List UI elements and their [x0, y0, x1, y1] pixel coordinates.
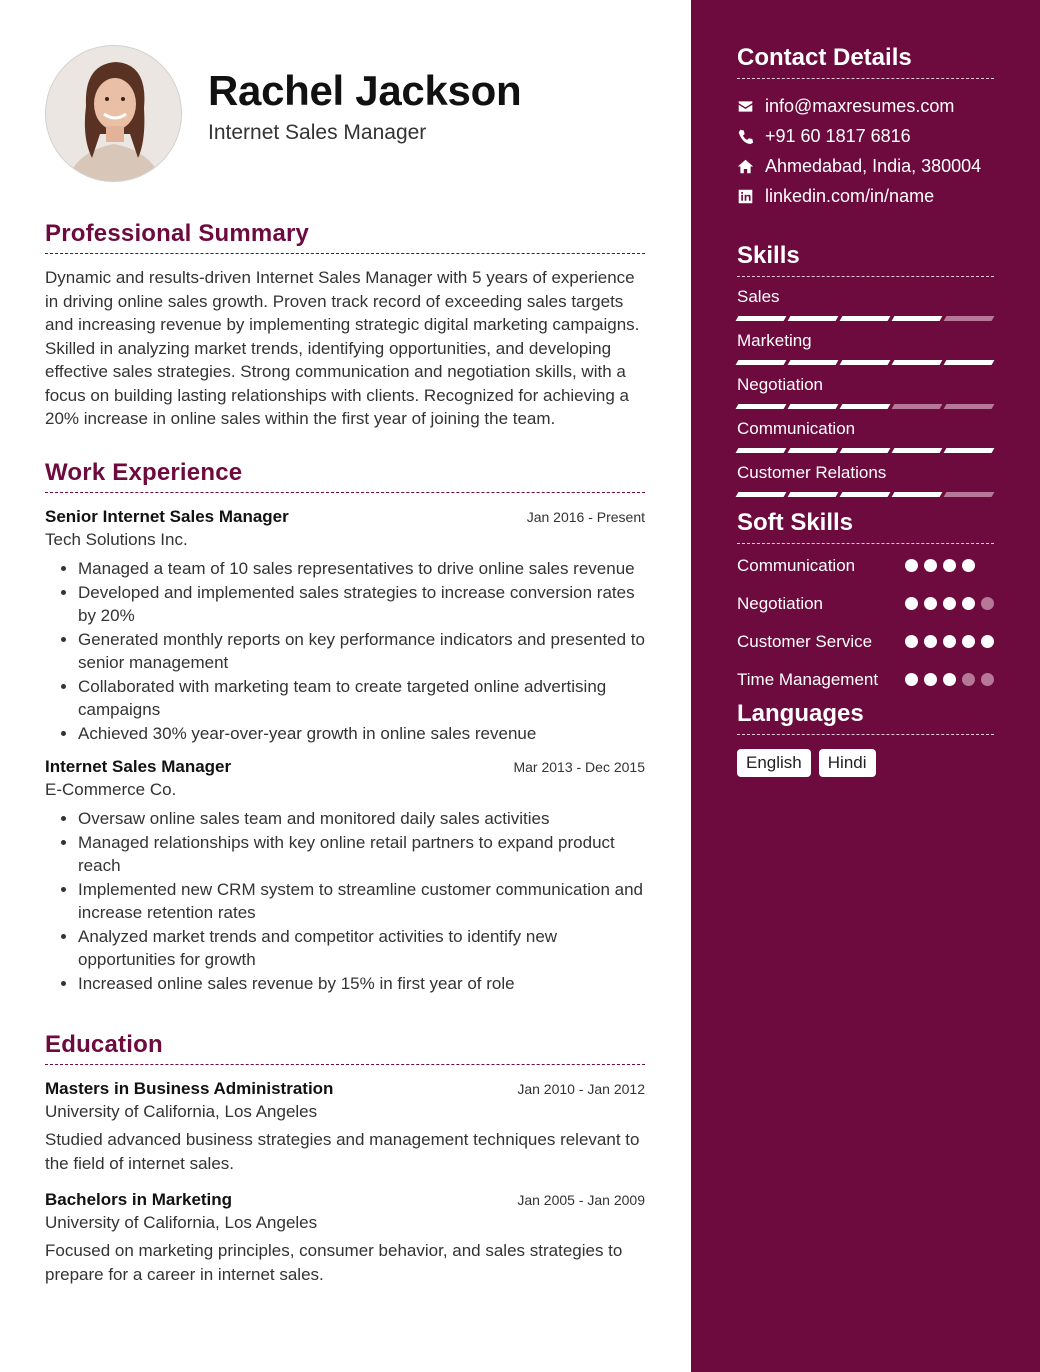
skill-item	[737, 287, 994, 321]
contact-section	[737, 44, 994, 211]
skill-bar-segment	[944, 492, 995, 497]
skill-item	[737, 331, 994, 365]
skill-bar-segment	[788, 360, 839, 365]
list-item: • Collaborated with marketing team to create targeted online advertising campaigns	[78, 675, 645, 722]
job-company: Tech Solutions Inc.	[45, 530, 188, 549]
skill-bar-segment	[840, 360, 891, 365]
skill-level-bar	[737, 360, 994, 365]
skill-bar-segment	[840, 316, 891, 321]
soft-skill-rating	[905, 668, 994, 696]
summary-section	[45, 220, 645, 431]
job-date: Mar 2013 - Dec 2015	[513, 759, 645, 775]
rating-dot	[981, 597, 994, 610]
soft-skill-item	[737, 668, 994, 696]
job-bullets	[45, 807, 645, 995]
rating-dot	[943, 673, 956, 686]
school: University of California, Los Angeles	[45, 1102, 318, 1121]
skill-bar-segment	[892, 316, 943, 321]
skill-bar-segment	[788, 404, 839, 409]
skill-level-bar	[737, 404, 994, 409]
skill-name: Sales	[737, 287, 780, 306]
school: University of California, Los Angeles	[45, 1213, 318, 1232]
soft-skill-name: Negotiation	[737, 594, 824, 613]
skill-bar-segment	[944, 404, 995, 409]
section-title: Education	[45, 1031, 645, 1065]
job-entry	[45, 507, 645, 745]
section-title: Contact Details	[737, 44, 994, 79]
soft-skill-rating	[905, 554, 994, 582]
education-entry	[45, 1190, 645, 1287]
candidate-title: Internet Sales Manager	[208, 121, 427, 144]
rating-dot	[962, 597, 975, 610]
rating-dot	[943, 597, 956, 610]
list-item: • Analyzed market trends and competitor activities to identify new opportunities for growth	[78, 925, 645, 972]
soft-skills-section	[737, 509, 994, 696]
job-role: Internet Sales Manager	[45, 757, 232, 776]
skill-bar-segment	[736, 492, 787, 497]
degree: Masters in Business Administration	[45, 1079, 334, 1098]
soft-skill-name: Communication	[737, 556, 856, 575]
summary-text: Dynamic and results-driven Internet Sales Manager with 5 years of experience in driving online sales growth. Proven track record of exceeding sales targets and increasing revenue by implementing strategic digital marketing campaigns. Skilled in analyzing market trends, identifying opportunities, and developing effective sales strategies. Strong communication and negotiation skills, with a focus on building lasting relationships with clients. Recognized for achieving a 20% increase in online sales within the first year of joining the team.	[45, 268, 640, 428]
language-tag: Hindi	[819, 749, 876, 777]
skill-bar-segment	[892, 448, 943, 453]
list-item: • Oversaw online sales team and monitored daily sales activities	[78, 807, 645, 831]
skill-bar-segment	[840, 404, 891, 409]
rating-dot	[943, 559, 956, 572]
skill-bar-segment	[840, 492, 891, 497]
contact-email[interactable]	[737, 91, 994, 121]
rating-dot	[905, 597, 918, 610]
list-item: • Increased online sales revenue by 15% in first year of role	[78, 972, 645, 996]
rating-dot	[962, 635, 975, 648]
job-entry	[45, 757, 645, 995]
rating-dot	[981, 635, 994, 648]
candidate-name: Rachel Jackson	[208, 67, 522, 114]
skill-item	[737, 375, 994, 409]
home-icon	[737, 158, 765, 175]
skill-bar-segment	[892, 492, 943, 497]
rating-dot	[905, 559, 918, 572]
list-item: • Developed and implemented sales strategies to increase conversion rates by 20%	[78, 581, 645, 628]
contact-address	[737, 151, 994, 181]
skill-bar-segment	[788, 448, 839, 453]
rating-dot	[924, 635, 937, 648]
rating-dot	[943, 635, 956, 648]
linkedin-icon	[737, 188, 765, 205]
contact-phone-text: +91 60 1817 6816	[765, 125, 911, 146]
contact-address-text: Ahmedabad, India, 380004	[765, 155, 982, 176]
soft-skill-rating	[905, 630, 994, 658]
soft-skill-name: Customer Service	[737, 632, 873, 651]
skill-bar-segment	[736, 448, 787, 453]
contact-phone[interactable]	[737, 121, 994, 151]
rating-dot	[905, 673, 918, 686]
section-title: Skills	[737, 242, 994, 277]
skill-name: Marketing	[737, 331, 812, 350]
rating-dot	[962, 673, 975, 686]
section-title: Languages	[737, 700, 994, 735]
soft-skill-item	[737, 554, 994, 582]
rating-dot	[924, 673, 937, 686]
list-item: • Managed a team of 10 sales representatives to drive online sales revenue	[78, 557, 645, 581]
skill-item	[737, 419, 994, 453]
avatar	[45, 45, 182, 182]
section-title: Professional Summary	[45, 220, 645, 254]
rating-dot	[905, 635, 918, 648]
job-role: Senior Internet Sales Manager	[45, 507, 289, 526]
job-company: E-Commerce Co.	[45, 780, 177, 799]
skill-level-bar	[737, 492, 994, 497]
contact-linkedin[interactable]	[737, 181, 994, 211]
skill-bar-segment	[736, 404, 787, 409]
job-date: Jan 2016 - Present	[526, 509, 645, 525]
language-tag: English	[737, 749, 811, 777]
job-bullets	[45, 557, 645, 745]
skill-bar-segment	[944, 316, 995, 321]
skill-bar-segment	[944, 448, 995, 453]
skill-item	[737, 463, 994, 497]
skill-level-bar	[737, 448, 994, 453]
education-section	[45, 1031, 645, 1287]
rating-dot	[924, 559, 937, 572]
sidebar	[691, 0, 1040, 1372]
degree: Bachelors in Marketing	[45, 1190, 233, 1209]
list-item: • Implemented new CRM system to streamline customer communication and increase retention rates	[78, 878, 645, 925]
list-item: • Managed relationships with key online retail partners to expand product reach	[78, 831, 645, 878]
skill-bar-segment	[944, 360, 995, 365]
education-date: Jan 2010 - Jan 2012	[517, 1081, 645, 1097]
languages-section	[737, 700, 994, 777]
soft-skill-rating	[905, 592, 994, 620]
education-desc: Focused on marketing principles, consumer behavior, and sales strategies to prepare for a career in internet sales.	[45, 1241, 623, 1284]
skill-bar-segment	[788, 492, 839, 497]
soft-skill-item	[737, 592, 994, 620]
profile-photo	[46, 46, 182, 182]
rating-dot	[962, 559, 975, 572]
resume-header	[45, 45, 645, 183]
skill-bar-segment	[892, 404, 943, 409]
section-title: Soft Skills	[737, 509, 994, 544]
soft-skill-item	[737, 630, 994, 658]
section-title: Work Experience	[45, 459, 645, 493]
rating-dot	[981, 673, 994, 686]
education-entry	[45, 1079, 645, 1176]
envelope-icon	[737, 98, 765, 115]
skill-bar-segment	[840, 448, 891, 453]
list-item: • Achieved 30% year-over-year growth in online sales revenue	[78, 722, 645, 746]
skill-bar-segment	[736, 316, 787, 321]
skill-name: Negotiation	[737, 375, 824, 394]
skill-bar-segment	[736, 360, 787, 365]
experience-section	[45, 459, 645, 995]
skill-bar-segment	[892, 360, 943, 365]
list-item: • Generated monthly reports on key performance indicators and presented to senior management	[78, 628, 645, 675]
skill-name: Communication	[737, 419, 856, 438]
skill-bar-segment	[788, 316, 839, 321]
education-date: Jan 2005 - Jan 2009	[517, 1192, 645, 1208]
skill-level-bar	[737, 316, 994, 321]
contact-linkedin-text: linkedin.com/in/name	[765, 185, 935, 206]
skill-name: Customer Relations	[737, 463, 887, 482]
education-desc: Studied advanced business strategies and management techniques relevant to the field of internet sales.	[45, 1130, 640, 1173]
soft-skill-name: Time Management	[737, 670, 879, 689]
rating-dot	[924, 597, 937, 610]
skills-section	[737, 242, 994, 497]
contact-email-text: info@maxresumes.com	[765, 95, 955, 116]
phone-icon	[737, 128, 765, 145]
